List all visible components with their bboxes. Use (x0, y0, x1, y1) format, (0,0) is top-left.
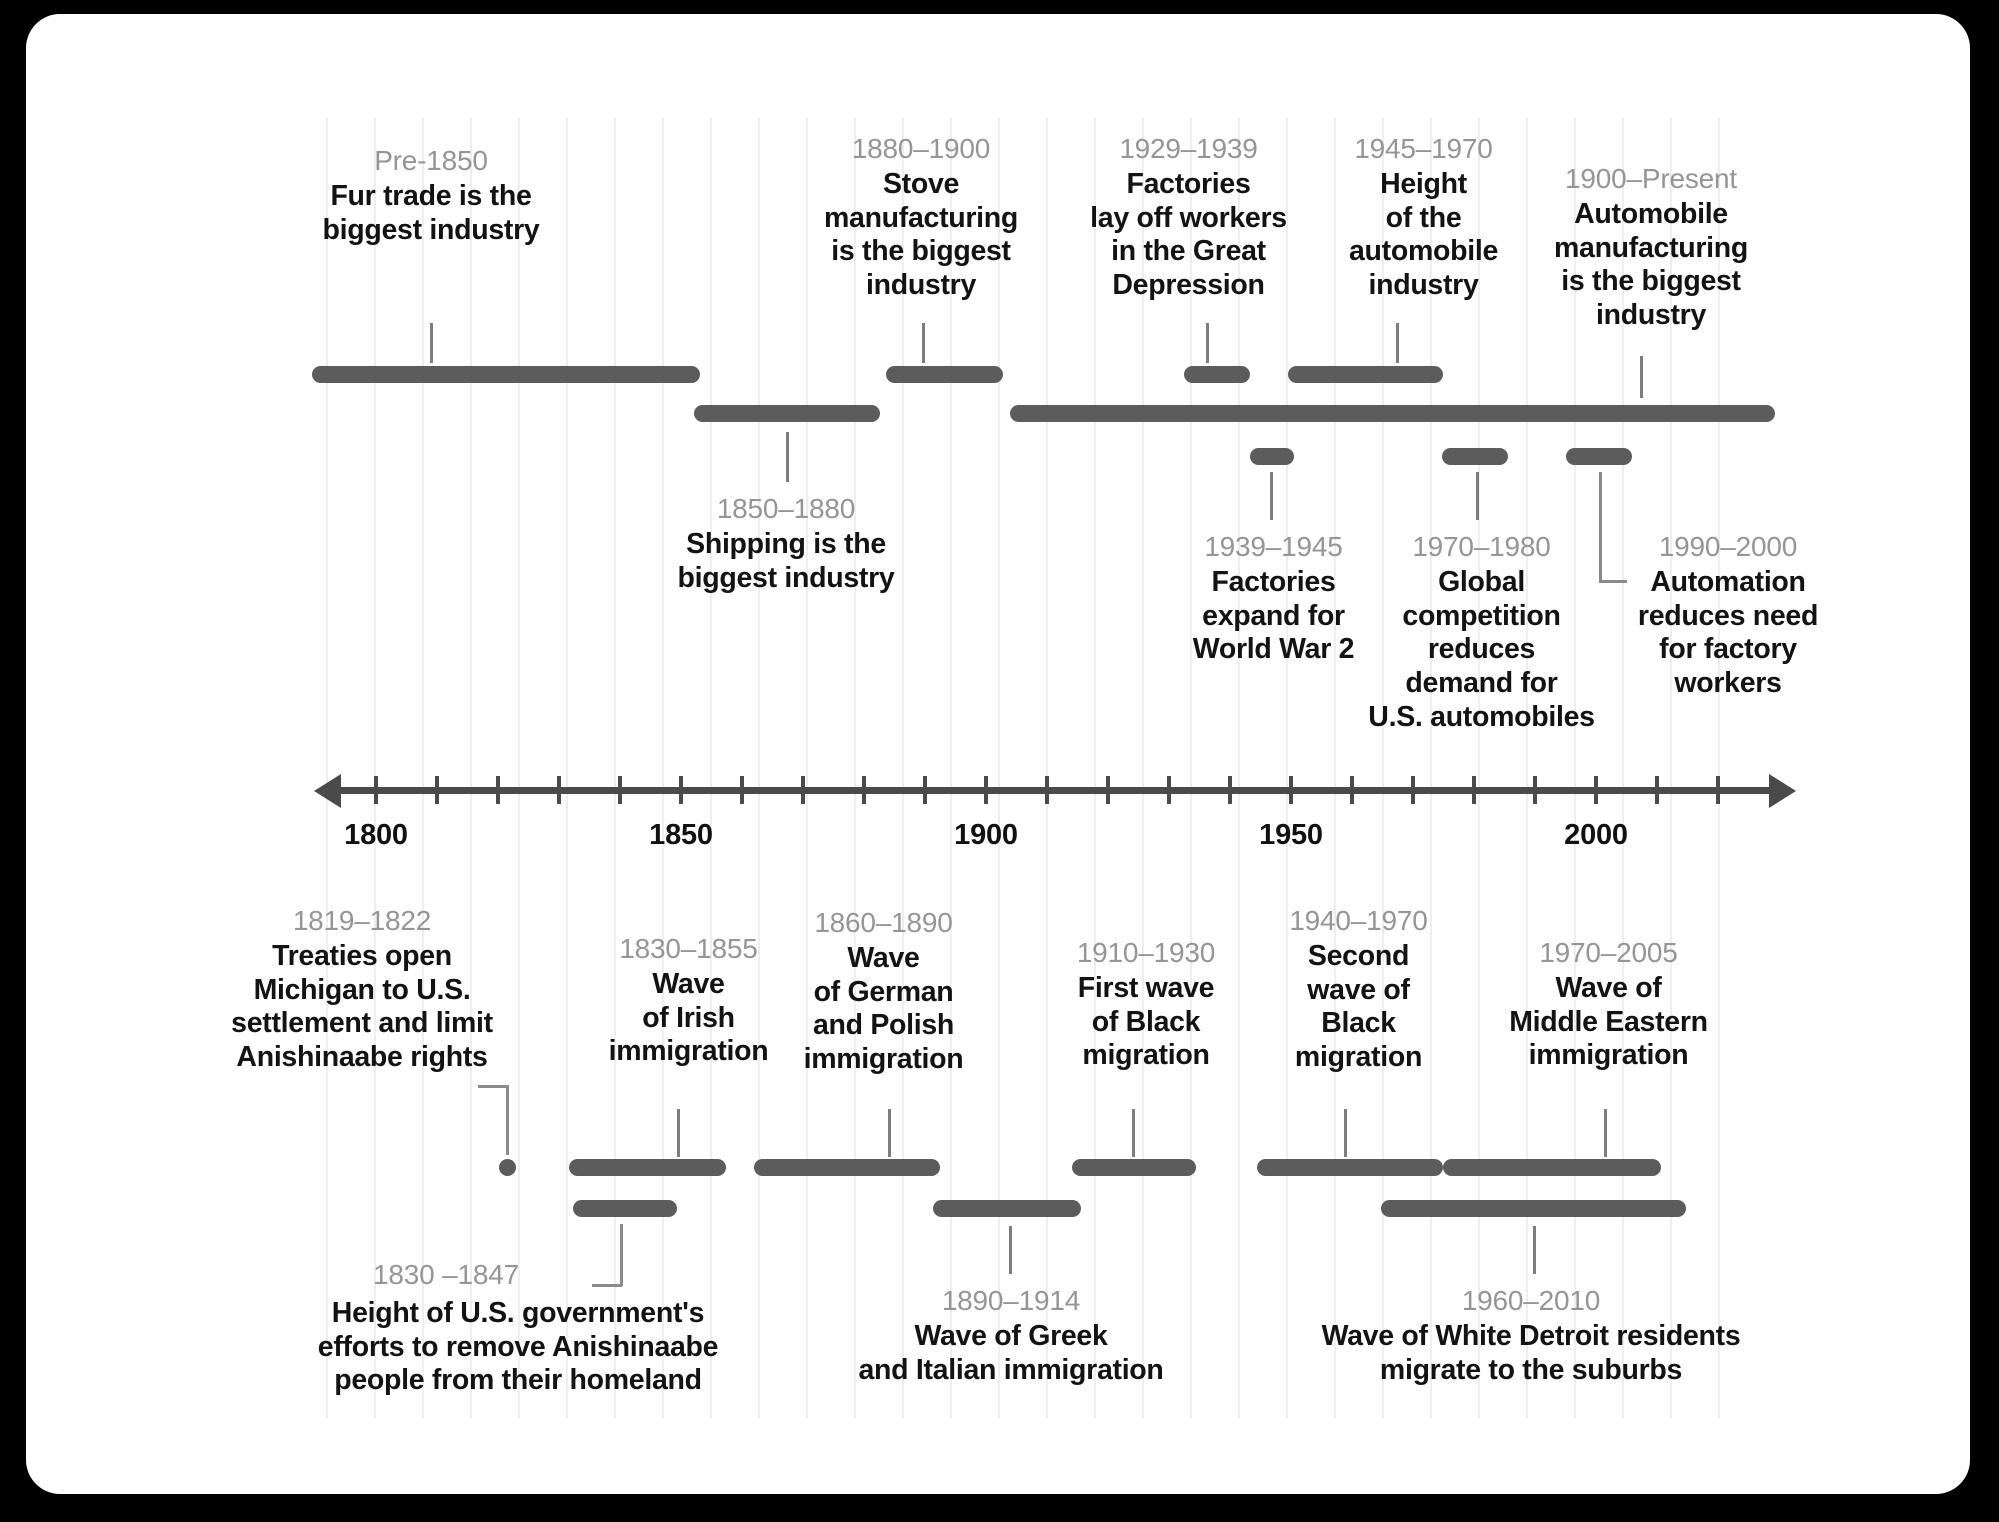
event-bar-black-second (1257, 1159, 1443, 1176)
annotation-period: 1970–1980 (1412, 531, 1551, 562)
gridline (1430, 118, 1432, 1418)
annotation-line: Stove (882, 168, 960, 201)
connector-stem-stove (922, 323, 925, 363)
event-bar-middle-eastern (1443, 1159, 1661, 1176)
axis-tick (1472, 776, 1476, 804)
annotation-period: 1850–1880 (716, 493, 856, 524)
annotation-line: migration (1082, 1039, 1210, 1072)
annotation-period: 1830 –1847 (373, 1259, 519, 1290)
annotation-line: Depression (1112, 268, 1265, 301)
annotation-line: immigration (1528, 1039, 1689, 1072)
axis-tick (740, 776, 744, 804)
connector-stem-white-flight (1533, 1226, 1536, 1274)
gridline (1142, 118, 1144, 1418)
gridline (518, 118, 520, 1418)
annotation-line: Treaties open (272, 940, 452, 973)
connector-stem-fur-trade (430, 323, 433, 363)
annotation-line: Automation (1650, 566, 1806, 599)
annotation-line: settlement and limit (231, 1007, 493, 1040)
annotation-line: in the Great (1111, 235, 1266, 268)
axis-year-label: 1950 (1259, 819, 1323, 851)
annotation-period: 1970–2005 (1539, 937, 1678, 968)
annotation-line: Wave of Greek (914, 1320, 1108, 1353)
gridline (950, 118, 952, 1418)
annotation-line: manufacturing (1553, 231, 1749, 264)
annotation-line: is the biggest (831, 235, 1011, 268)
connector-elbow-treaties-vertical (506, 1085, 509, 1155)
event-bar-black-first (1072, 1159, 1196, 1176)
connector-stem-auto-manufacturing (1640, 356, 1643, 398)
annotation-line: for factory (1659, 633, 1797, 666)
annotation-line: manufacturing (823, 201, 1019, 234)
annotation-line: immigration (803, 1042, 964, 1075)
connector-stem-german-polish (888, 1109, 891, 1157)
annotation-line: immigration (608, 1035, 769, 1068)
gridline (470, 118, 472, 1418)
annotation-period: 1945–1970 (1354, 133, 1493, 164)
connector-elbow-treaties-horizontal (478, 1085, 508, 1088)
annotation-line: Wave of (1555, 972, 1662, 1005)
annotation-line: Factories (1211, 566, 1336, 599)
annotation-line: migrate to the suburbs (1379, 1353, 1683, 1386)
annotation-black-first (1026, 936, 1266, 1073)
axis-tick (1045, 776, 1049, 804)
annotation-line: expand for (1202, 599, 1345, 632)
gridline (614, 118, 616, 1418)
annotation-period: 1860–1890 (814, 907, 953, 938)
annotation-period: 1880–1900 (851, 133, 991, 164)
axis-tick (1289, 776, 1293, 804)
axis-tick (496, 776, 500, 804)
annotation-line: people from their homeland (334, 1364, 702, 1397)
gridline (1286, 118, 1288, 1418)
annotation-fur-trade (296, 144, 566, 247)
connector-stem-shipping (786, 432, 789, 482)
gridline (710, 118, 712, 1418)
axis-arrow-right-icon (1769, 774, 1796, 808)
annotation-line: biggest industry (677, 561, 895, 594)
gridline (566, 118, 568, 1418)
annotation-greek-italian (846, 1284, 1176, 1387)
event-bar-irish (569, 1159, 726, 1176)
gridline (902, 118, 904, 1418)
axis-tick (679, 776, 683, 804)
axis-tick (1655, 776, 1659, 804)
annotation-irish (581, 932, 796, 1069)
annotation-line: Black (1321, 1007, 1396, 1040)
connector-elbow-automation-vertical (1599, 472, 1602, 582)
annotation-line: biggest industry (322, 213, 540, 246)
gridline (1526, 118, 1528, 1418)
gridline (998, 118, 1000, 1418)
gridline (854, 118, 856, 1418)
gridline (1478, 118, 1480, 1418)
axis-tick (618, 776, 622, 804)
connector-stem-middle-eastern (1604, 1109, 1607, 1157)
annotation-line: of German (813, 975, 954, 1008)
annotation-period: 1929–1939 (1119, 133, 1258, 164)
connector-elbow-removal-horizontal (592, 1284, 622, 1287)
annotation-line: demand for (1405, 666, 1558, 699)
annotation-line: workers (1674, 666, 1782, 699)
axis-tick (801, 776, 805, 804)
annotation-line: competition (1402, 599, 1561, 632)
axis-tick (1411, 776, 1415, 804)
annotation-line: Second (1307, 940, 1410, 973)
axis-arrow-left-icon (314, 774, 341, 808)
event-bar-white-flight (1381, 1200, 1686, 1217)
axis-line (339, 787, 1770, 794)
axis-tick (1716, 776, 1720, 804)
annotation-line: lay off workers (1090, 201, 1287, 234)
event-bar-global-competition (1442, 448, 1508, 465)
annotation-line: industry (865, 268, 977, 301)
connector-stem-global-competition (1476, 472, 1479, 520)
event-bar-fur-trade (312, 366, 700, 383)
annotation-line: U.S. automobiles (1368, 700, 1595, 733)
axis-year-label: 1850 (649, 819, 713, 851)
connector-stem-auto-height (1396, 323, 1399, 363)
axis-tick (1167, 776, 1171, 804)
annotation-line: automobile (1348, 235, 1498, 268)
gridline (422, 118, 424, 1418)
axis-tick (374, 776, 378, 804)
annotation-auto-height (1316, 132, 1531, 303)
gridline (1046, 118, 1048, 1418)
axis-tick (923, 776, 927, 804)
annotation-line: reduces need (1637, 599, 1819, 632)
event-bar-removal (573, 1200, 677, 1217)
gridline (758, 118, 760, 1418)
gridline (374, 118, 376, 1418)
axis-tick (862, 776, 866, 804)
annotation-removal-body (298, 1297, 738, 1398)
timeline-plot (26, 14, 1970, 1494)
annotation-white-flight (1281, 1284, 1781, 1387)
connector-stem-black-second (1344, 1109, 1347, 1157)
annotation-line: and Italian immigration (858, 1353, 1164, 1386)
connector-stem-black-first (1132, 1109, 1135, 1157)
annotation-treaties (192, 904, 532, 1075)
annotation-line: and Polish (812, 1009, 955, 1042)
annotation-line: Height (1380, 168, 1467, 201)
gridline (326, 118, 328, 1418)
annotation-line: industry (1368, 268, 1479, 301)
annotation-global-competition (1354, 530, 1609, 734)
annotation-ww2 (1166, 530, 1381, 667)
gridline (1238, 118, 1240, 1418)
event-bar-treaties (499, 1159, 516, 1176)
annotation-period: 1910–1930 (1076, 937, 1216, 968)
annotation-line: First wave (1077, 972, 1215, 1005)
annotation-line: Wave (847, 942, 920, 975)
axis-tick (984, 776, 988, 804)
event-bar-automation (1566, 448, 1632, 465)
axis-year-label: 1800 (344, 819, 408, 851)
annotation-line: Anishinaabe rights (236, 1040, 488, 1073)
axis-tick (1594, 776, 1598, 804)
axis-year-label: 2000 (1564, 819, 1628, 851)
axis-tick (557, 776, 561, 804)
event-bar-greek-italian (933, 1200, 1081, 1217)
annotation-period: Pre-1850 (374, 145, 488, 176)
connector-stem-depression (1206, 323, 1209, 363)
annotation-auto-manufacturing (1536, 162, 1766, 333)
annotation-line: Shipping is the (686, 528, 886, 561)
connector-stem-irish (677, 1109, 680, 1157)
annotation-period: 1960–2010 (1461, 1285, 1601, 1316)
event-bar-auto-manufacturing (1010, 405, 1775, 422)
event-bar-german-polish (754, 1159, 940, 1176)
gridline (806, 118, 808, 1418)
annotation-line: reduces (1427, 633, 1536, 666)
annotation-automation (1618, 530, 1838, 701)
axis-year-label: 1900 (954, 819, 1018, 851)
timeline-card (26, 14, 1970, 1494)
annotation-line: of the (1385, 201, 1462, 234)
event-bar-ww2 (1250, 448, 1294, 465)
annotation-line: of Black (1091, 1005, 1201, 1038)
annotation-depression (1066, 132, 1311, 303)
annotation-period: 1990–2000 (1658, 531, 1798, 562)
annotation-line: Wave (652, 968, 725, 1001)
annotation-line: industry (1595, 298, 1707, 331)
annotation-line: Automobile (1574, 198, 1728, 231)
event-bar-shipping (694, 405, 880, 422)
annotation-period: 1900–Present (1565, 163, 1737, 194)
annotation-german-polish (776, 906, 991, 1077)
connector-stem-ww2 (1270, 472, 1273, 520)
connector-elbow-removal-vertical (620, 1224, 623, 1286)
event-bar-auto-height (1288, 366, 1443, 383)
axis-tick (435, 776, 439, 804)
annotation-line: Factories (1126, 168, 1251, 201)
gridline (662, 118, 664, 1418)
annotation-removal (301, 1258, 591, 1291)
annotation-stove (806, 132, 1036, 303)
annotation-line: migration (1294, 1040, 1423, 1073)
axis-tick (1533, 776, 1537, 804)
annotation-line: Global (1438, 566, 1525, 599)
annotation-line: Michigan to U.S. (253, 973, 471, 1006)
annotation-period: 1939–1945 (1204, 531, 1343, 562)
annotation-shipping (626, 492, 946, 595)
axis-tick (1228, 776, 1232, 804)
gridline (1094, 118, 1096, 1418)
gridline (1190, 118, 1192, 1418)
annotation-line: Wave of White Detroit residents (1321, 1320, 1741, 1353)
annotation-period: 1819–1822 (292, 905, 432, 936)
annotation-line: wave of (1307, 973, 1410, 1006)
annotation-line: efforts to remove Anishinaabe (317, 1330, 719, 1363)
axis-tick (1350, 776, 1354, 804)
annotation-period: 1830–1855 (619, 933, 758, 964)
connector-stem-greek-italian (1009, 1226, 1012, 1274)
axis-tick (1106, 776, 1110, 804)
annotation-black-second (1251, 904, 1466, 1075)
annotation-line: is the biggest (1561, 265, 1741, 298)
event-bar-depression (1184, 366, 1250, 383)
annotation-line: Middle Eastern (1509, 1005, 1708, 1038)
annotation-line: Height of U.S. government's (331, 1297, 705, 1329)
annotation-line: of Irish (642, 1001, 735, 1034)
gridline (1382, 118, 1384, 1418)
annotation-period: 1940–1970 (1289, 905, 1428, 936)
annotation-period: 1890–1914 (941, 1285, 1081, 1316)
event-bar-stove (886, 366, 1003, 383)
annotation-line: World War 2 (1192, 633, 1355, 666)
annotation-middle-eastern (1476, 936, 1741, 1073)
annotation-line: Fur trade is the (330, 180, 532, 213)
gridline (1334, 118, 1336, 1418)
